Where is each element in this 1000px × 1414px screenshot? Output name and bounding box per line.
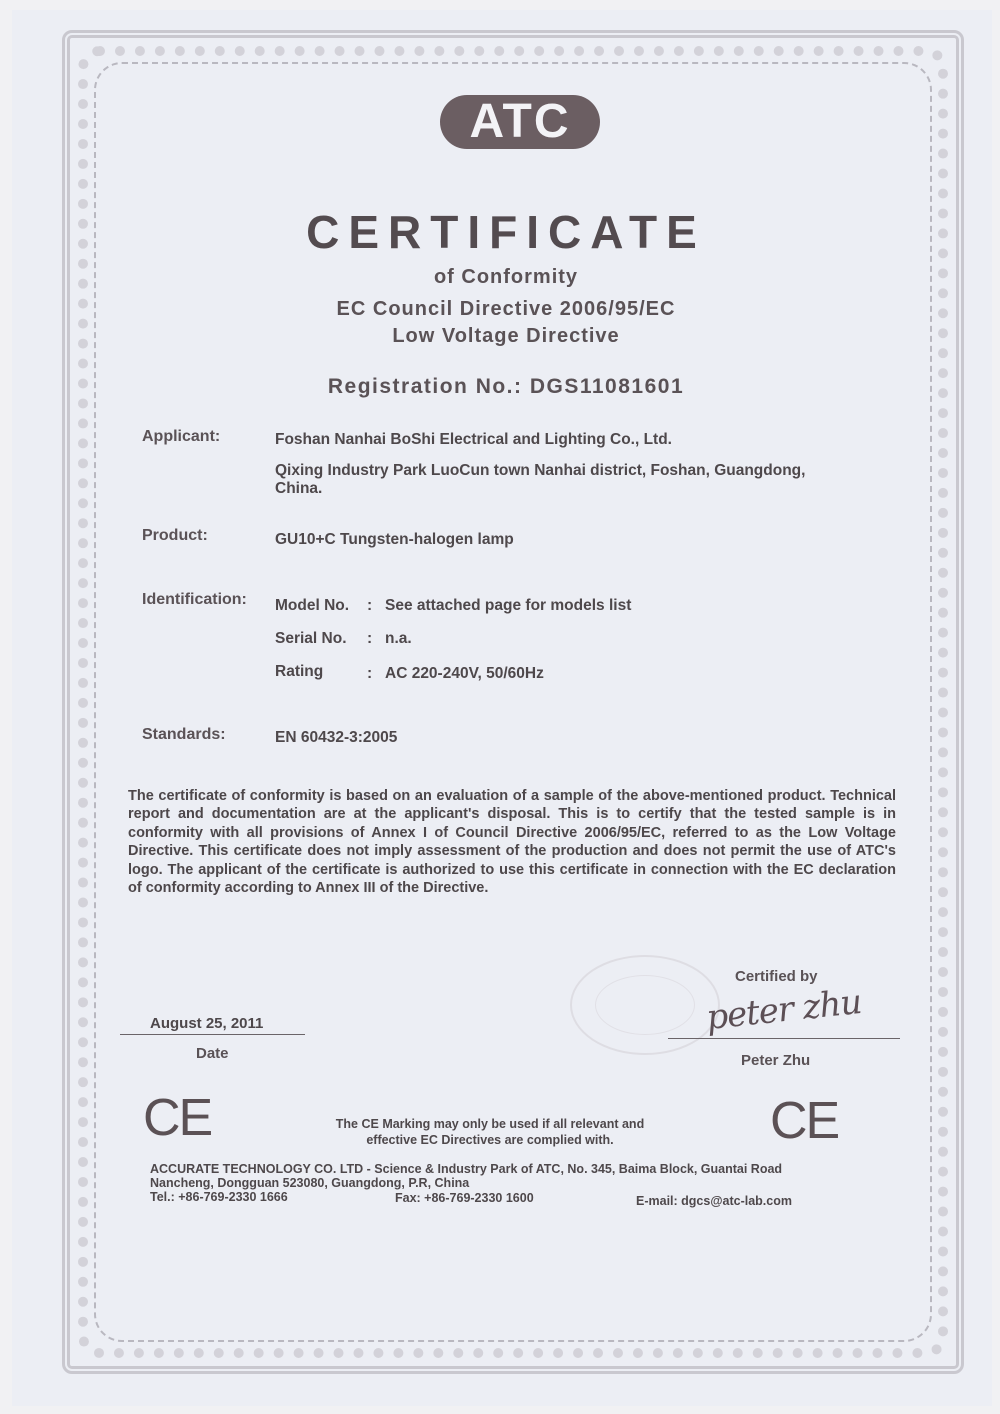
handwritten-signature: peter zhu bbox=[704, 981, 864, 1039]
applicant-name: Foshan Nanhai BoShi Electrical and Lighting Co., Ltd. bbox=[275, 431, 672, 448]
rating-key: Rating bbox=[275, 663, 324, 680]
conformity-statement: The certificate of conformity is based on an evaluation of a sample of the above-mentioned product. Technical report and documentation are at the applicant's disposal. This is to certify that the tested sample is in conformity with all provisions of Annex I of Council Directive 2006/95/EC, referred to as the Low Voltage Directive. This certificate does not imply assessment of the production and does not permit the use of ATC's logo. The applicant of the certificate is authorized to use this certificate in connection with the EC declaration of conformity according to Annex III of the Directive. bbox=[128, 788, 896, 897]
ce-mark-left-icon: CE bbox=[143, 1089, 212, 1147]
registration-number: Registration No.: DGS11081601 bbox=[327, 375, 685, 398]
certifier-signature-line bbox=[668, 1038, 900, 1039]
identification-label: Identification: bbox=[142, 591, 247, 608]
product-label: Product: bbox=[142, 527, 208, 544]
ce-marking-note bbox=[300, 1116, 680, 1148]
footer-telephone: Tel.: +86-769-2330 1666 bbox=[150, 1190, 288, 1204]
ce-note-line1: The CE Marking may only be used if all relevant and bbox=[335, 1117, 645, 1131]
serial-no-key: Serial No. bbox=[275, 630, 347, 647]
footer-company-address: ACCURATE TECHNOLOGY CO. LTD - Science & Industry Park of ATC, No. 345, Baima Block, Guantai Road bbox=[150, 1162, 783, 1176]
applicant-address-line2: China. bbox=[275, 480, 323, 497]
certificate-subtitle: of Conformity bbox=[433, 266, 579, 288]
certificate-title: CERTIFICATE bbox=[306, 206, 706, 258]
directive-name: Low Voltage Directive bbox=[392, 325, 620, 347]
certified-by-label: Certified by bbox=[735, 968, 818, 985]
ce-note-line2: effective EC Directives are complied with. bbox=[366, 1133, 614, 1147]
model-no-separator: : bbox=[367, 597, 373, 614]
applicant-label: Applicant: bbox=[142, 428, 221, 445]
rating-separator: : bbox=[367, 665, 373, 682]
product-value: GU10+C Tungsten-halogen lamp bbox=[275, 531, 514, 548]
model-no-value: See attached page for models list bbox=[385, 597, 632, 614]
serial-no-separator: : bbox=[367, 630, 373, 647]
directive-reference: EC Council Directive 2006/95/EC bbox=[336, 298, 676, 320]
footer-fax: Fax: +86-769-2330 1600 bbox=[395, 1191, 534, 1205]
model-no-key: Model No. bbox=[275, 597, 350, 614]
date-signature-line bbox=[120, 1034, 305, 1035]
applicant-address-line1: Qixing Industry Park LuoCun town Nanhai district, Foshan, Guangdong, bbox=[275, 462, 806, 479]
rating-value: AC 220-240V, 50/60Hz bbox=[385, 665, 544, 682]
date-label: Date bbox=[196, 1045, 229, 1062]
ce-mark-right-icon: CE bbox=[770, 1092, 839, 1150]
footer-city-address: Nancheng, Dongguan 523080, Guangdong, P.R, China bbox=[150, 1176, 470, 1190]
serial-no-value: n.a. bbox=[385, 630, 412, 647]
footer-email: E-mail: dgcs@atc-lab.com bbox=[636, 1194, 792, 1208]
atc-logo: ATC bbox=[440, 95, 600, 149]
standards-label: Standards: bbox=[142, 726, 226, 743]
standards-value: EN 60432-3:2005 bbox=[275, 729, 398, 746]
faded-stamp-inner-ring bbox=[595, 975, 695, 1035]
issue-date: August 25, 2011 bbox=[150, 1015, 264, 1032]
signer-name: Peter Zhu bbox=[741, 1052, 811, 1069]
